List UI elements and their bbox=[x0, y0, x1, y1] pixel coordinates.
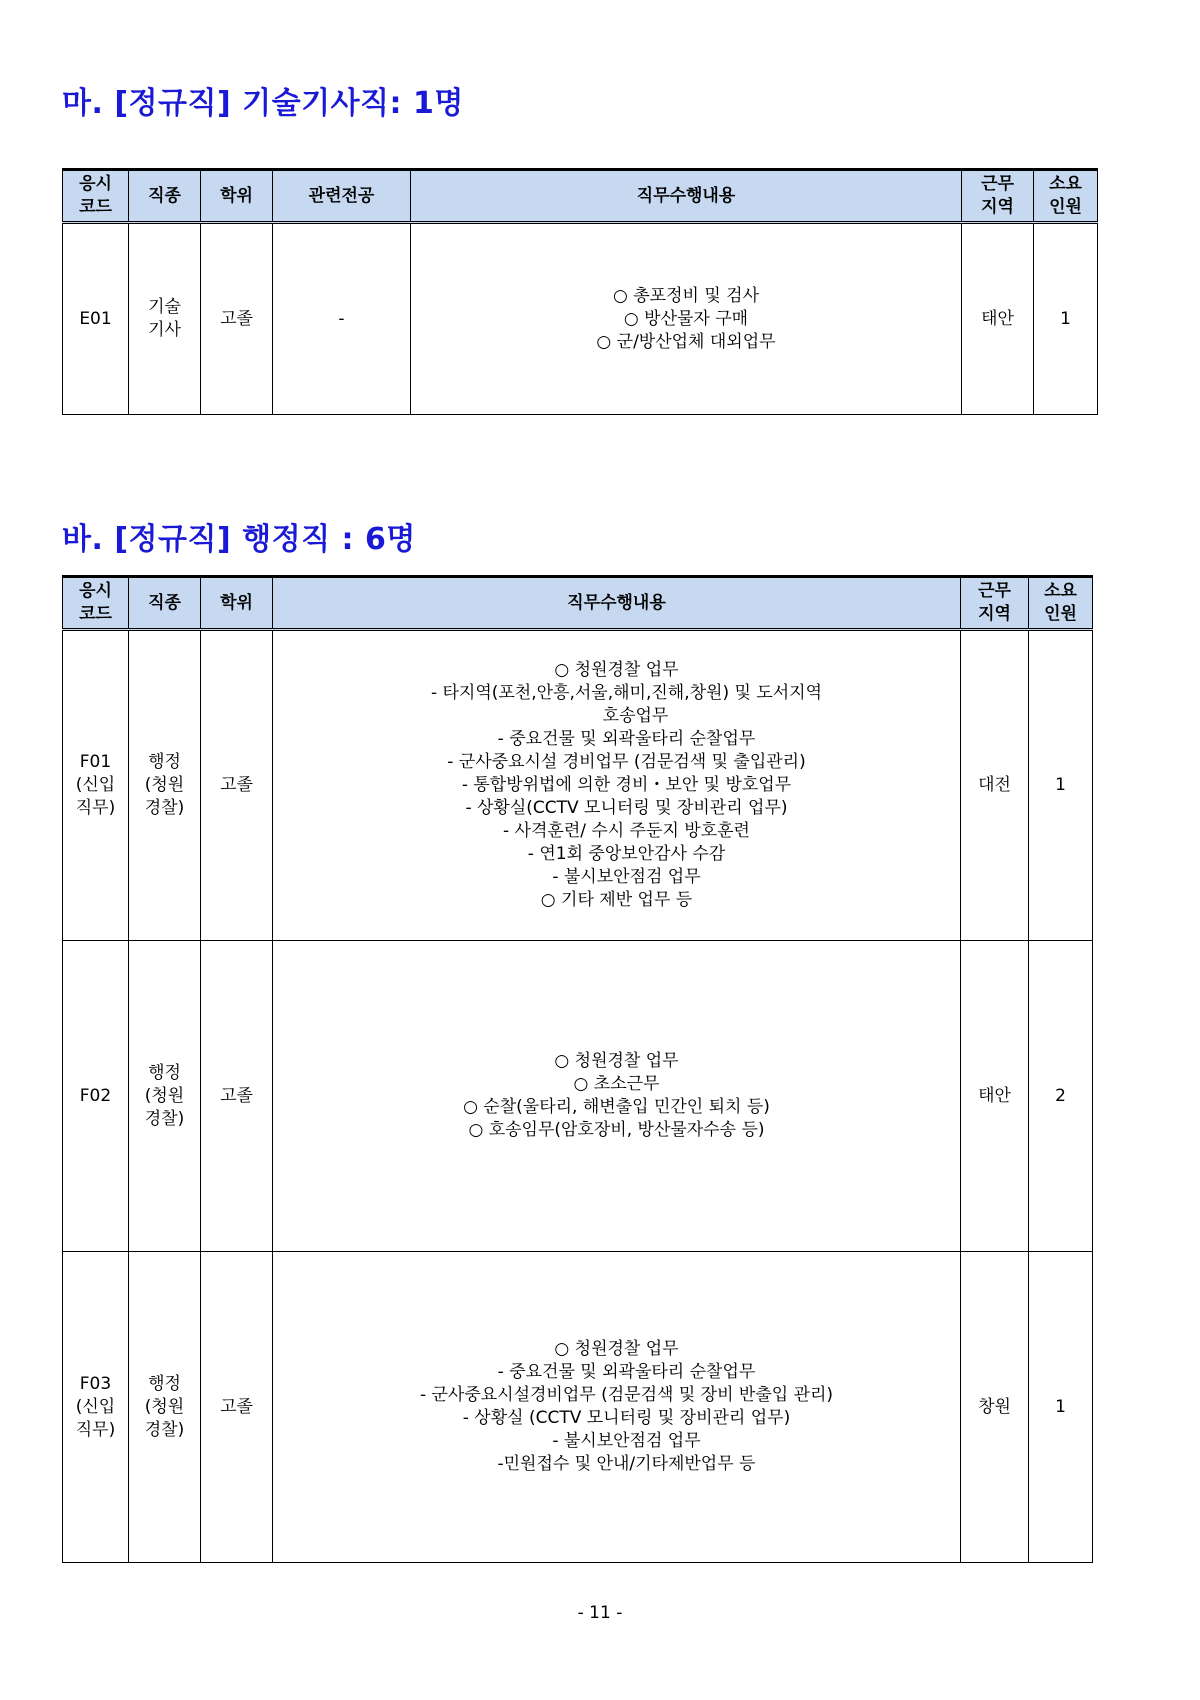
header-count: 소요 인원 bbox=[1029, 577, 1093, 630]
duty-line: - 연1회 중앙보안감사 수감 bbox=[527, 844, 726, 864]
table-row bbox=[63, 1252, 1093, 1563]
header-duties: 직무수행내용 bbox=[273, 577, 961, 630]
cell-type: 행정 (청원 경찰) bbox=[129, 630, 201, 941]
cell-code: F02 bbox=[63, 941, 129, 1252]
duty-line: ○ 호송임무(암호장비, 방산물자수송 등) bbox=[468, 1120, 765, 1140]
duty-line: ○ 총포정비 및 검사 bbox=[613, 285, 759, 306]
cell-code: F03 (신입 직무) bbox=[63, 1252, 129, 1563]
header-degree: 학위 bbox=[201, 170, 273, 223]
cell-duties bbox=[273, 1252, 961, 1563]
cell-type: 행정 (청원 경찰) bbox=[129, 941, 201, 1252]
duty-line: -민원접수 및 안내/기타제반업무 등 bbox=[497, 1454, 756, 1474]
duty-line: - 상황실(CCTV 모니터링 및 장비관리 업무) bbox=[465, 798, 788, 818]
cell-region: 창원 bbox=[961, 1252, 1029, 1563]
cell-duties bbox=[273, 941, 961, 1252]
section-title-e: 마. [정규직] 기술기사직: 1명 bbox=[62, 86, 464, 121]
cell-count: 2 bbox=[1029, 941, 1093, 1252]
table-row bbox=[63, 941, 1093, 1252]
header-code: 응시 코드 bbox=[63, 577, 129, 630]
duty-line: - 상황실 (CCTV 모니터링 및 장비관리 업무) bbox=[462, 1408, 791, 1428]
header-type: 직종 bbox=[129, 170, 201, 223]
cell-region: 태안 bbox=[961, 941, 1029, 1252]
cell-code: F01 (신입 직무) bbox=[63, 630, 129, 941]
cell-type: 행정 (청원 경찰) bbox=[129, 1252, 201, 1563]
duty-line: - 군사중요시설경비업무 (검문검색 및 장비 반출입 관리) bbox=[419, 1385, 834, 1405]
duty-line: - 불시보안점검 업무 bbox=[552, 1431, 701, 1451]
table-row bbox=[63, 223, 1098, 415]
duty-line: ○ 청원경찰 업무 bbox=[554, 1339, 679, 1359]
table-section-e bbox=[62, 168, 1098, 415]
cell-count: 1 bbox=[1029, 1252, 1093, 1563]
duty-line: - 불시보안점검 업무 bbox=[552, 867, 701, 887]
cell-type: 기술 기사 bbox=[129, 223, 201, 415]
cell-duties bbox=[411, 223, 962, 415]
cell-count: 1 bbox=[1029, 630, 1093, 941]
duty-line: - 중요건물 및 외곽울타리 순찰업무 bbox=[497, 729, 756, 749]
table-section-f bbox=[62, 575, 1093, 1563]
header-code: 응시 코드 bbox=[63, 170, 129, 223]
duty-line: - 타지역(포천,안흥,서울,해미,진해,창원) 및 도서지역 bbox=[430, 683, 823, 703]
header-major: 관련전공 bbox=[273, 170, 411, 223]
duty-line: 호송업무 bbox=[602, 706, 669, 726]
cell-degree: 고졸 bbox=[201, 941, 273, 1252]
section-title-f: 바. [정규직] 행정직 : 6명 bbox=[62, 522, 416, 557]
cell-major: - bbox=[273, 223, 411, 415]
duty-line: - 통합방위법에 의한 경비・보안 및 방호업무 bbox=[461, 775, 792, 795]
table-row bbox=[63, 630, 1093, 941]
header-duties: 직무수행내용 bbox=[411, 170, 962, 223]
cell-region: 대전 bbox=[961, 630, 1029, 941]
cell-code: E01 bbox=[63, 223, 129, 415]
header-type: 직종 bbox=[129, 577, 201, 630]
cell-region: 태안 bbox=[962, 223, 1034, 415]
duty-line: ○ 기타 제반 업무 등 bbox=[540, 890, 693, 910]
header-count: 소요 인원 bbox=[1034, 170, 1098, 223]
cell-count: 1 bbox=[1034, 223, 1098, 415]
cell-degree: 고졸 bbox=[201, 1252, 273, 1563]
duty-line: ○ 방산물자 구매 bbox=[623, 308, 749, 329]
duty-line: ○ 청원경찰 업무 bbox=[554, 660, 679, 680]
duty-line: ○ 초소근무 bbox=[573, 1074, 660, 1094]
duty-line: - 군사중요시설 경비업무 (검문검색 및 출입관리) bbox=[447, 752, 806, 772]
header-region: 근무 지역 bbox=[962, 170, 1034, 223]
duty-line: - 사격훈련/ 수시 주둔지 방호훈련 bbox=[503, 821, 750, 841]
page-number: - 11 - bbox=[577, 1603, 623, 1623]
duty-line: ○ 순찰(울타리, 해변출입 민간인 퇴치 등) bbox=[463, 1097, 770, 1117]
cell-duties bbox=[273, 630, 961, 941]
duty-line: ○ 군/방산업체 대외업무 bbox=[596, 331, 776, 352]
header-degree: 학위 bbox=[201, 577, 273, 630]
duty-line: - 중요건물 및 외곽울타리 순찰업무 bbox=[497, 1362, 756, 1382]
cell-degree: 고졸 bbox=[201, 223, 273, 415]
header-region: 근무 지역 bbox=[961, 577, 1029, 630]
cell-degree: 고졸 bbox=[201, 630, 273, 941]
duty-line: ○ 청원경찰 업무 bbox=[554, 1051, 679, 1071]
